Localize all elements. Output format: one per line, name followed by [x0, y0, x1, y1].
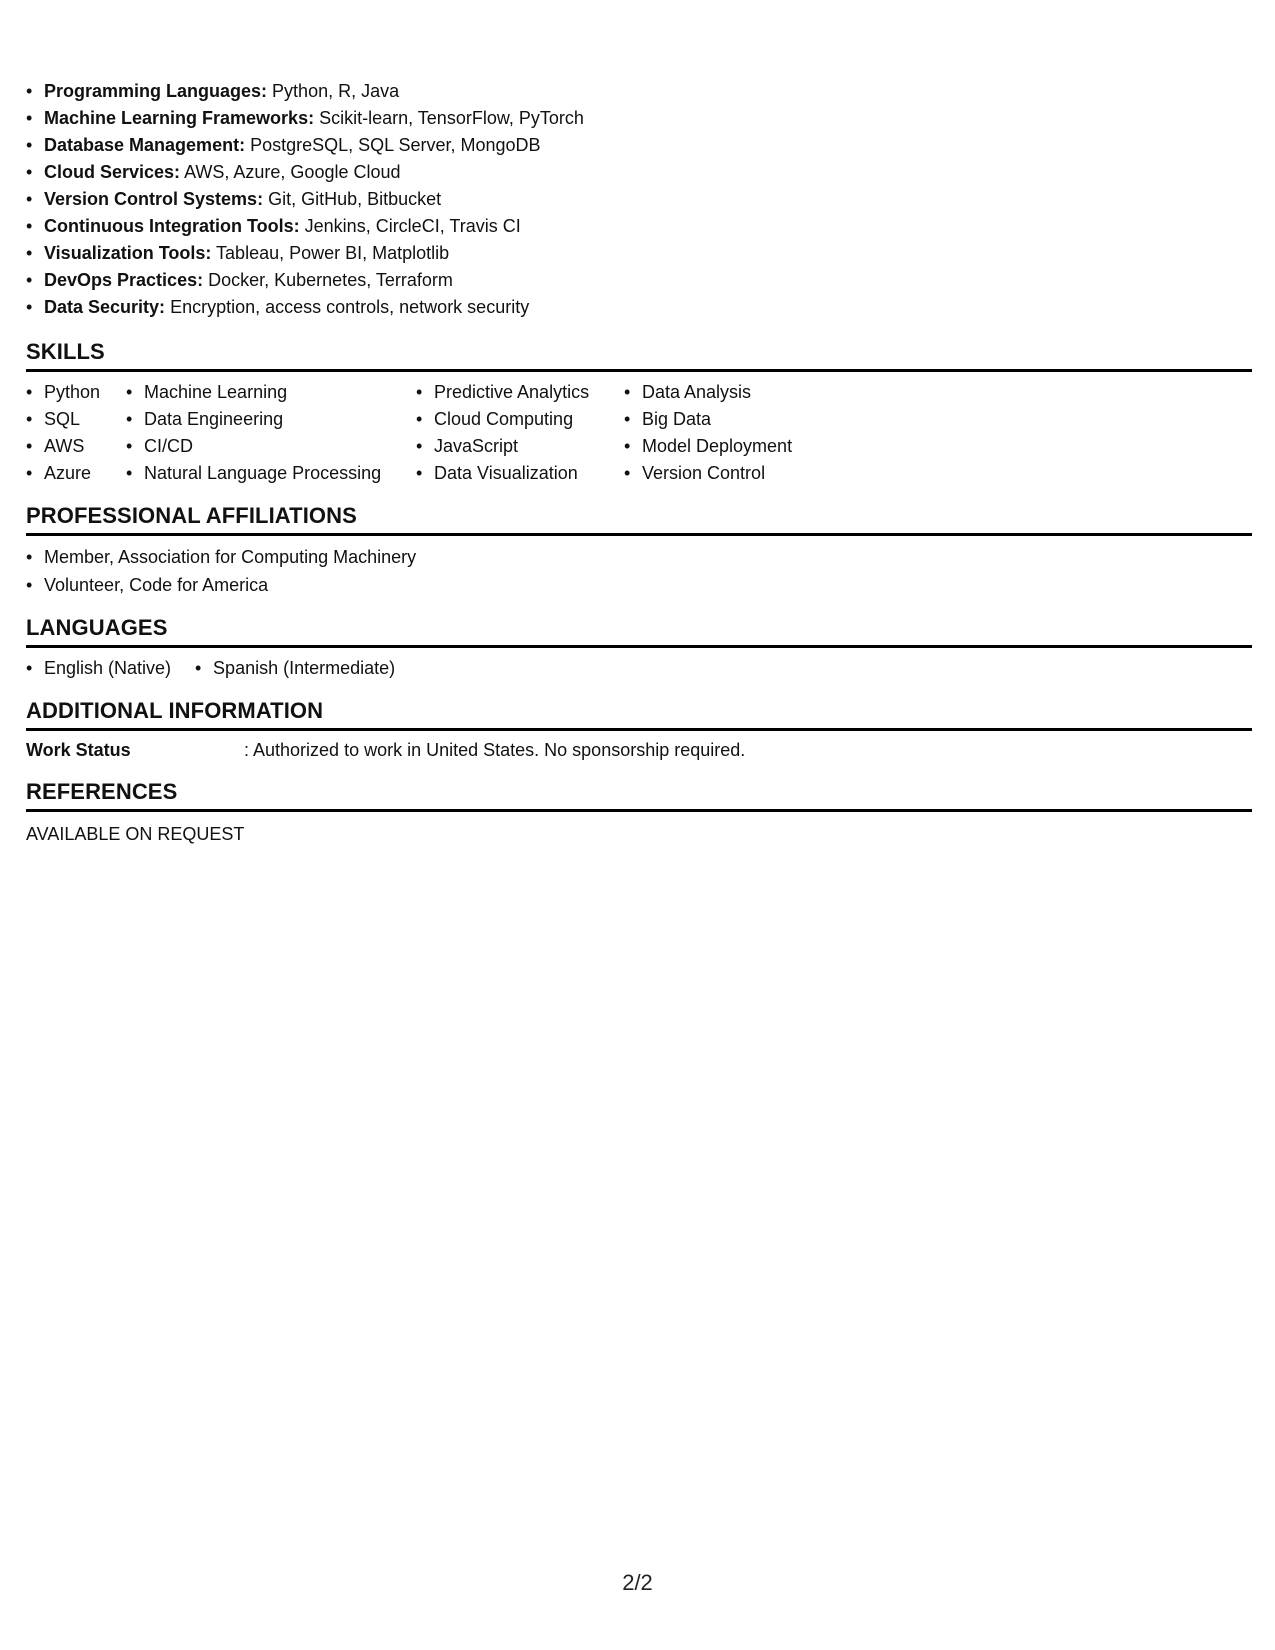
skills-column-2	[126, 379, 381, 487]
list-item-label: Database Management:	[44, 135, 246, 155]
list-item	[26, 213, 1226, 240]
list-item-value: Scikit-learn, TensorFlow, PyTorch	[319, 108, 584, 128]
list-item-label: Version Control Systems:	[44, 189, 264, 209]
list-item	[26, 186, 1226, 213]
list-item-value: Docker, Kubernetes, Terraform	[208, 270, 453, 290]
list-item-label: Programming Languages:	[44, 81, 268, 101]
page-number: 2/2	[622, 1570, 653, 1595]
list-item-value: Jenkins, CircleCI, Travis CI	[304, 216, 521, 236]
list-item-label: Visualization Tools:	[44, 243, 212, 263]
list-item: • Python	[26, 379, 100, 406]
languages-list	[26, 654, 419, 682]
section-divider	[26, 645, 1252, 648]
list-item-label: Cloud Services:	[44, 162, 181, 182]
references-heading: REFERENCES	[26, 779, 178, 804]
work-status-label: Work Status	[26, 740, 131, 760]
list-item: • Data Engineering	[126, 406, 381, 433]
list-item	[26, 294, 1226, 321]
list-item: • Big Data	[624, 406, 792, 433]
list-item	[26, 159, 1226, 186]
list-item-value: Tableau, Power BI, Matplotlib	[216, 243, 450, 263]
list-item: • Natural Language Processing	[126, 460, 381, 487]
list-item: • AWS	[26, 433, 100, 460]
skills-column-4	[624, 379, 792, 487]
list-item	[26, 267, 1226, 294]
work-status-value: : Authorized to work in United States. No sponsorship required.	[244, 740, 746, 760]
list-item: • Volunteer, Code for America	[26, 571, 416, 599]
list-item: • Cloud Computing	[416, 406, 589, 433]
list-item-value: Python, R, Java	[272, 81, 400, 101]
list-item: • Data Analysis	[624, 379, 792, 406]
list-item	[26, 132, 1226, 159]
list-item: • Version Control	[624, 460, 792, 487]
technical-skills-list	[26, 78, 1226, 321]
list-item: • Machine Learning	[126, 379, 381, 406]
list-item: • SQL	[26, 406, 100, 433]
list-item: • English (Native)	[26, 654, 171, 682]
list-item: • Spanish (Intermediate)	[195, 654, 395, 682]
section-divider	[26, 728, 1252, 731]
list-item-value: Encryption, access controls, network security	[170, 297, 530, 317]
affiliations-heading: PROFESSIONAL AFFILIATIONS	[26, 503, 357, 528]
affiliations-list	[26, 543, 416, 599]
list-item-label: Data Security:	[44, 297, 166, 317]
references-text: AVAILABLE ON REQUEST	[26, 824, 245, 844]
list-item-value: AWS, Azure, Google Cloud	[184, 162, 401, 182]
list-item	[26, 240, 1226, 267]
skills-heading: SKILLS	[26, 339, 105, 364]
list-item-value: PostgreSQL, SQL Server, MongoDB	[250, 135, 541, 155]
list-item-value: Git, GitHub, Bitbucket	[268, 189, 442, 209]
additional-information-heading: ADDITIONAL INFORMATION	[26, 698, 324, 723]
section-divider	[26, 369, 1252, 372]
section-divider	[26, 533, 1252, 536]
skills-column-3	[416, 379, 589, 487]
list-item: • Azure	[26, 460, 100, 487]
list-item-label: DevOps Practices:	[44, 270, 204, 290]
list-item-label: Continuous Integration Tools:	[44, 216, 300, 236]
list-item	[26, 78, 1226, 105]
list-item	[26, 105, 1226, 132]
list-item: • JavaScript	[416, 433, 589, 460]
list-item: • Data Visualization	[416, 460, 589, 487]
languages-heading: LANGUAGES	[26, 615, 168, 640]
list-item-label: Machine Learning Frameworks:	[44, 108, 315, 128]
list-item: • Predictive Analytics	[416, 379, 589, 406]
list-item: • Model Deployment	[624, 433, 792, 460]
skills-column-1	[26, 379, 100, 487]
list-item: • CI/CD	[126, 433, 381, 460]
list-item: • Member, Association for Computing Machinery	[26, 543, 416, 571]
section-divider	[26, 809, 1252, 812]
